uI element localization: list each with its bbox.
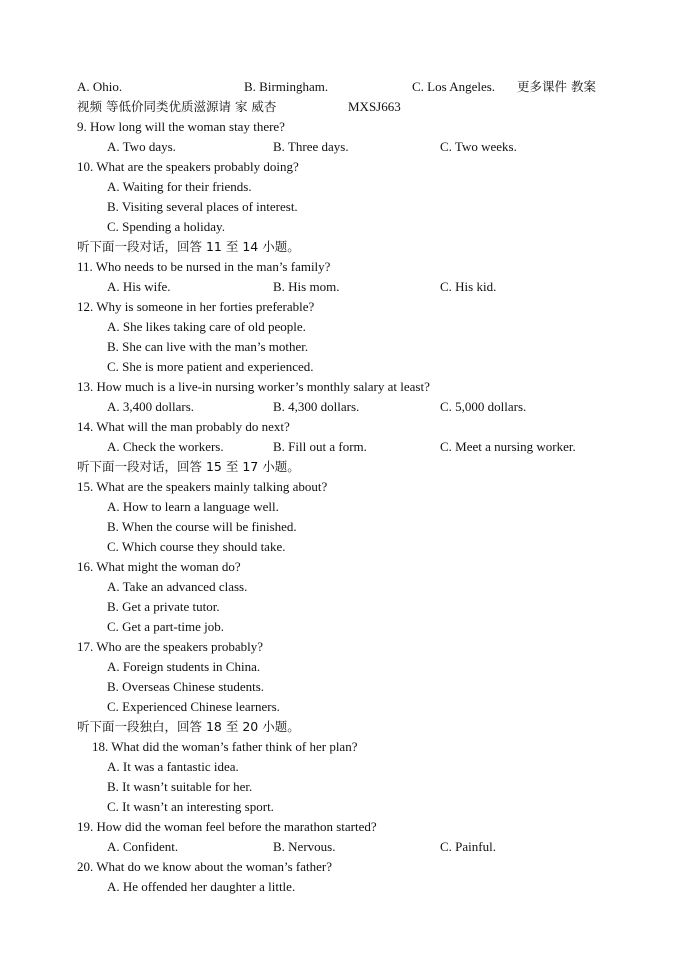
q19-option-b: B. Nervous. (273, 839, 336, 854)
ad-text-1: 更多课件 教案 (517, 79, 596, 94)
q10-option-c: C. Spending a holiday. (107, 219, 225, 234)
q14-stem: 14. What will the man probably do next? (77, 419, 290, 434)
q19-stem: 19. How did the woman feel before the marathon started? (77, 819, 377, 834)
q12-option-b: B. She can live with the man’s mother. (107, 339, 309, 354)
q14-option-b: B. Fill out a form. (273, 439, 367, 454)
q15-option-a: A. How to learn a language well. (107, 499, 279, 514)
q15-option-c: C. Which course they should take. (107, 539, 286, 554)
q8-option-a: A. Ohio. (77, 79, 123, 94)
q11-option-a: A. His wife. (107, 279, 171, 294)
section-instruction-3: 听下面一段独白，回答 18 至 20 小题。 (77, 719, 300, 734)
q14-option-c: C. Meet a nursing worker. (440, 439, 576, 454)
q9-option-a: A. Two days. (107, 139, 176, 154)
q18-option-b: B. It wasn’t suitable for her. (107, 779, 253, 794)
q19-option-c: C. Painful. (440, 839, 496, 854)
q10-option-a: A. Waiting for their friends. (107, 179, 252, 194)
q14-option-a: A. Check the workers. (107, 439, 224, 454)
q16-option-b: B. Get a private tutor. (107, 599, 220, 614)
section-instruction-1: 听下面一段对话，回答 11 至 14 小题。 (77, 239, 300, 254)
q18-option-a: A. It was a fantastic idea. (107, 759, 239, 774)
q13-option-c: C. 5,000 dollars. (440, 399, 527, 414)
q9-option-b: B. Three days. (273, 139, 349, 154)
q13-option-b: B. 4,300 dollars. (273, 399, 360, 414)
q8-option-c: C. Los Angeles. (412, 79, 496, 94)
q10-option-b: B. Visiting several places of interest. (107, 199, 298, 214)
q12-option-a: A. She likes taking care of old people. (107, 319, 306, 334)
q17-option-c: C. Experienced Chinese learners. (107, 699, 280, 714)
q10-stem: 10. What are the speakers probably doing? (77, 159, 299, 174)
q16-option-a: A. Take an advanced class. (107, 579, 248, 594)
q11-option-b: B. His mom. (273, 279, 340, 294)
q16-option-c: C. Get a part-time job. (107, 619, 224, 634)
q12-option-c: C. She is more patient and experienced. (107, 359, 314, 374)
q20-stem: 20. What do we know about the woman’s father? (77, 859, 332, 874)
q11-stem: 11. Who needs to be nursed in the man’s family? (77, 259, 331, 274)
q18-stem: 18. What did the woman’s father think of her plan? (92, 739, 358, 754)
ad-text-2: 视频 等低价同类优质滋源请 家 威杏 (77, 99, 277, 114)
q13-option-a: A. 3,400 dollars. (107, 399, 195, 414)
q17-option-a: A. Foreign students in China. (107, 659, 261, 674)
q18-option-c: C. It wasn’t an interesting sport. (107, 799, 274, 814)
q12-stem: 12. Why is someone in her forties preferable? (77, 299, 315, 314)
q20-option-a: A. He offended her daughter a little. (107, 879, 296, 894)
q15-stem: 15. What are the speakers mainly talking about? (77, 479, 328, 494)
q9-option-c: C. Two weeks. (440, 139, 517, 154)
q13-stem: 13. How much is a live-in nursing worker’s monthly salary at least? (77, 379, 430, 394)
q16-stem: 16. What might the woman do? (77, 559, 241, 574)
q11-option-c: C. His kid. (440, 279, 497, 294)
ad-code: MXSJ663 (348, 99, 401, 114)
q8-option-b: B. Birmingham. (244, 79, 329, 94)
q17-option-b: B. Overseas Chinese students. (107, 679, 265, 694)
q15-option-b: B. When the course will be finished. (107, 519, 297, 534)
section-instruction-2: 听下面一段对话，回答 15 至 17 小题。 (77, 459, 300, 474)
q9-stem: 9. How long will the woman stay there? (77, 119, 285, 134)
q19-option-a: A. Confident. (107, 839, 179, 854)
q17-stem: 17. Who are the speakers probably? (77, 639, 264, 654)
